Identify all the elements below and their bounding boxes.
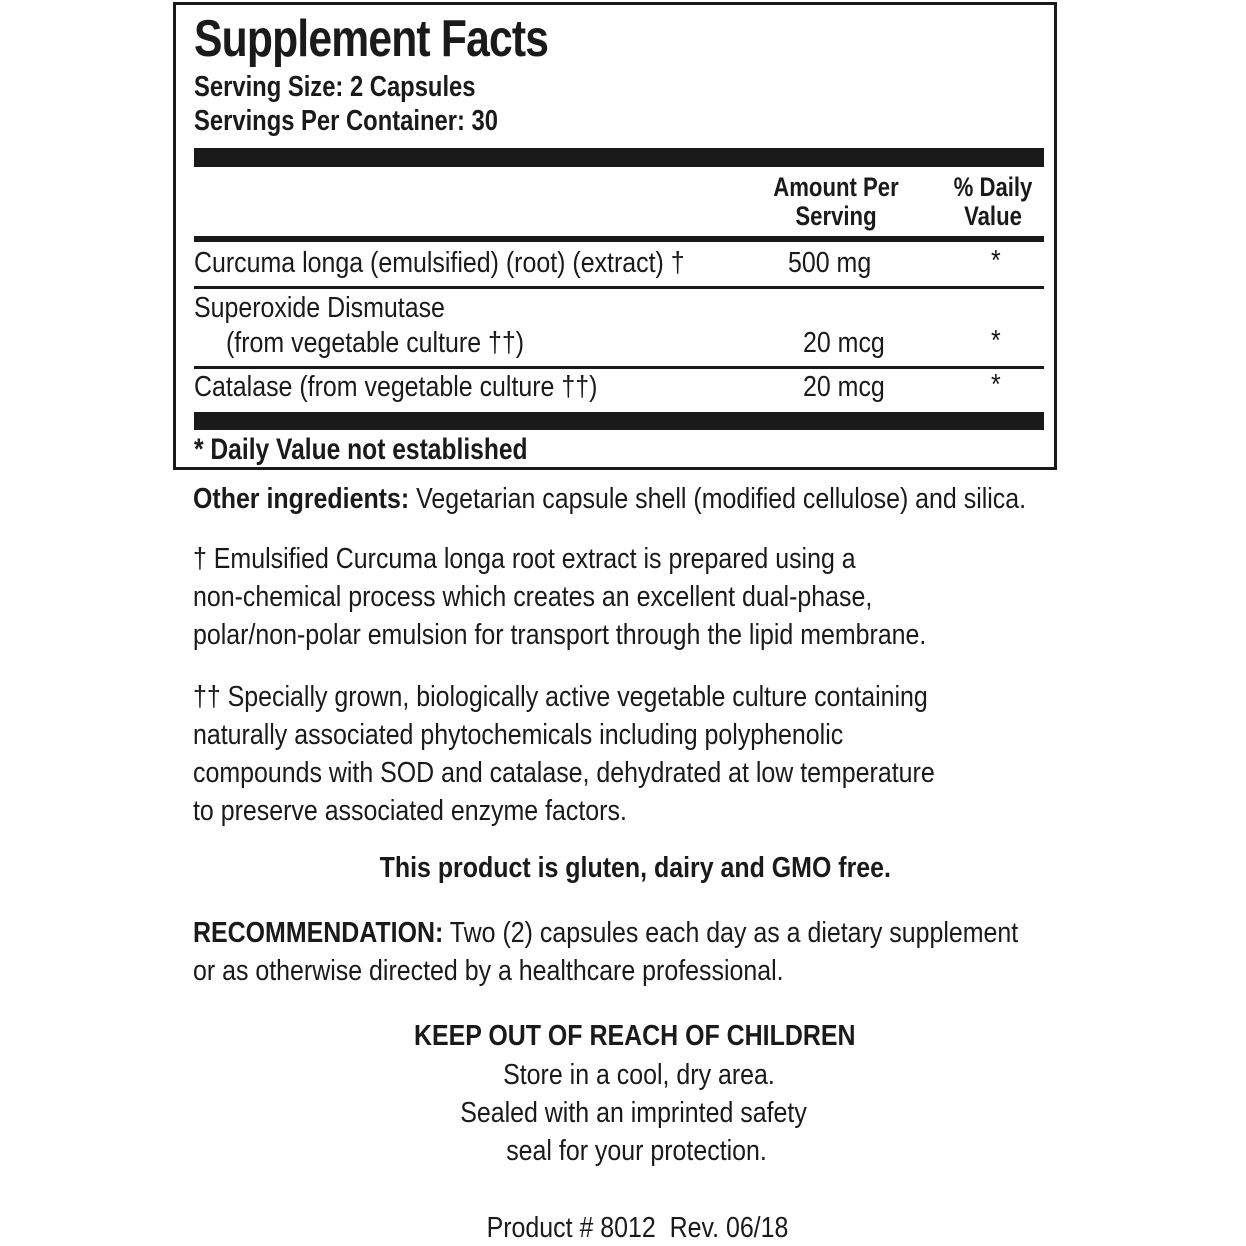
other-ingredients [193, 480, 1026, 518]
header-divider [194, 236, 1044, 242]
other-ingredients-label: Other ingredients: [193, 483, 410, 515]
daily-value-footnote: * Daily Value not established [194, 433, 528, 466]
dagger-note-line: polar/non-polar emulsion for transport through the lipid membrane. [193, 619, 927, 651]
header-amount-line2: Serving [795, 201, 877, 231]
row-amount: 20 mcg [803, 327, 885, 359]
dagger-note-line: non-chemical process which creates an excellent dual-phase, [193, 581, 873, 613]
warning-line [16, 1059, 1246, 1092]
warning-line [10, 1097, 1246, 1130]
supplement-facts-panel [173, 2, 1057, 470]
double-dagger-note-line: to preserve associated enzyme factors. [193, 795, 627, 827]
row-amount: 500 mg [788, 247, 872, 279]
panel-title: Supplement Facts [194, 10, 549, 68]
free-from-statement [12, 852, 1246, 885]
double-dagger-note [193, 678, 935, 830]
other-ingredients-text: Vegetarian capsule shell (modified cellulose) and silica. [409, 483, 1027, 515]
row-divider [194, 286, 1044, 289]
dagger-note [193, 540, 926, 654]
header-dv-line1: % Daily [953, 172, 1033, 202]
recommendation-line1: Two (2) capsules each day as a dietary supplement [443, 917, 1019, 949]
warning-line-text: seal for your protection. [506, 1135, 768, 1167]
row-dv: * [991, 369, 1001, 401]
double-dagger-note-line: compounds with SOD and catalase, dehydrated at low temperature [193, 757, 935, 789]
row-name: Curcuma longa (emulsified) (root) (extract) † [194, 247, 685, 279]
serving-size: Serving Size: 2 Capsules [194, 71, 476, 103]
thick-divider [194, 148, 1044, 167]
warning-title [12, 1020, 1246, 1053]
dagger-note-line: † Emulsified Curcuma longa root extract is prepared using a [193, 543, 856, 575]
free-from-text: This product is gluten, dairy and GMO free. [379, 852, 891, 884]
row-dv: * [991, 325, 1001, 357]
row-name-line2: (from vegetable culture ††) [226, 327, 525, 359]
warning-title-text: KEEP OUT OF REACH OF CHILDREN [414, 1020, 856, 1052]
header-daily-value [948, 173, 1038, 231]
thick-divider [194, 412, 1044, 430]
header-amount [770, 173, 901, 231]
recommendation-line2: or as otherwise directed by a healthcare professional. [193, 955, 784, 987]
row-amount: 20 mcg [803, 371, 885, 403]
servings-per-container: Servings Per Container: 30 [194, 105, 498, 137]
warning-line-text: Store in a cool, dry area. [503, 1059, 775, 1091]
warning-line-text: Sealed with an imprinted safety [459, 1097, 807, 1129]
row-name: Catalase (from vegetable culture ††) [194, 371, 598, 403]
header-dv-line2: Value [964, 201, 1022, 231]
recommendation-label: RECOMMENDATION: [193, 917, 444, 949]
double-dagger-note-line: †† Specially grown, biologically active vegetable culture containing [193, 681, 928, 713]
recommendation [193, 914, 1018, 990]
double-dagger-note-line: naturally associated phytochemicals including polyphenolic [193, 719, 844, 751]
product-info-text: Product # 8012 Rev. 06/18 [486, 1212, 788, 1244]
row-dv: * [991, 245, 1001, 277]
warning-line [14, 1135, 1246, 1168]
product-info [14, 1212, 1246, 1245]
header-amount-line1: Amount Per [773, 172, 899, 202]
row-name: Superoxide Dismutase [194, 292, 445, 324]
row-divider [194, 366, 1044, 369]
